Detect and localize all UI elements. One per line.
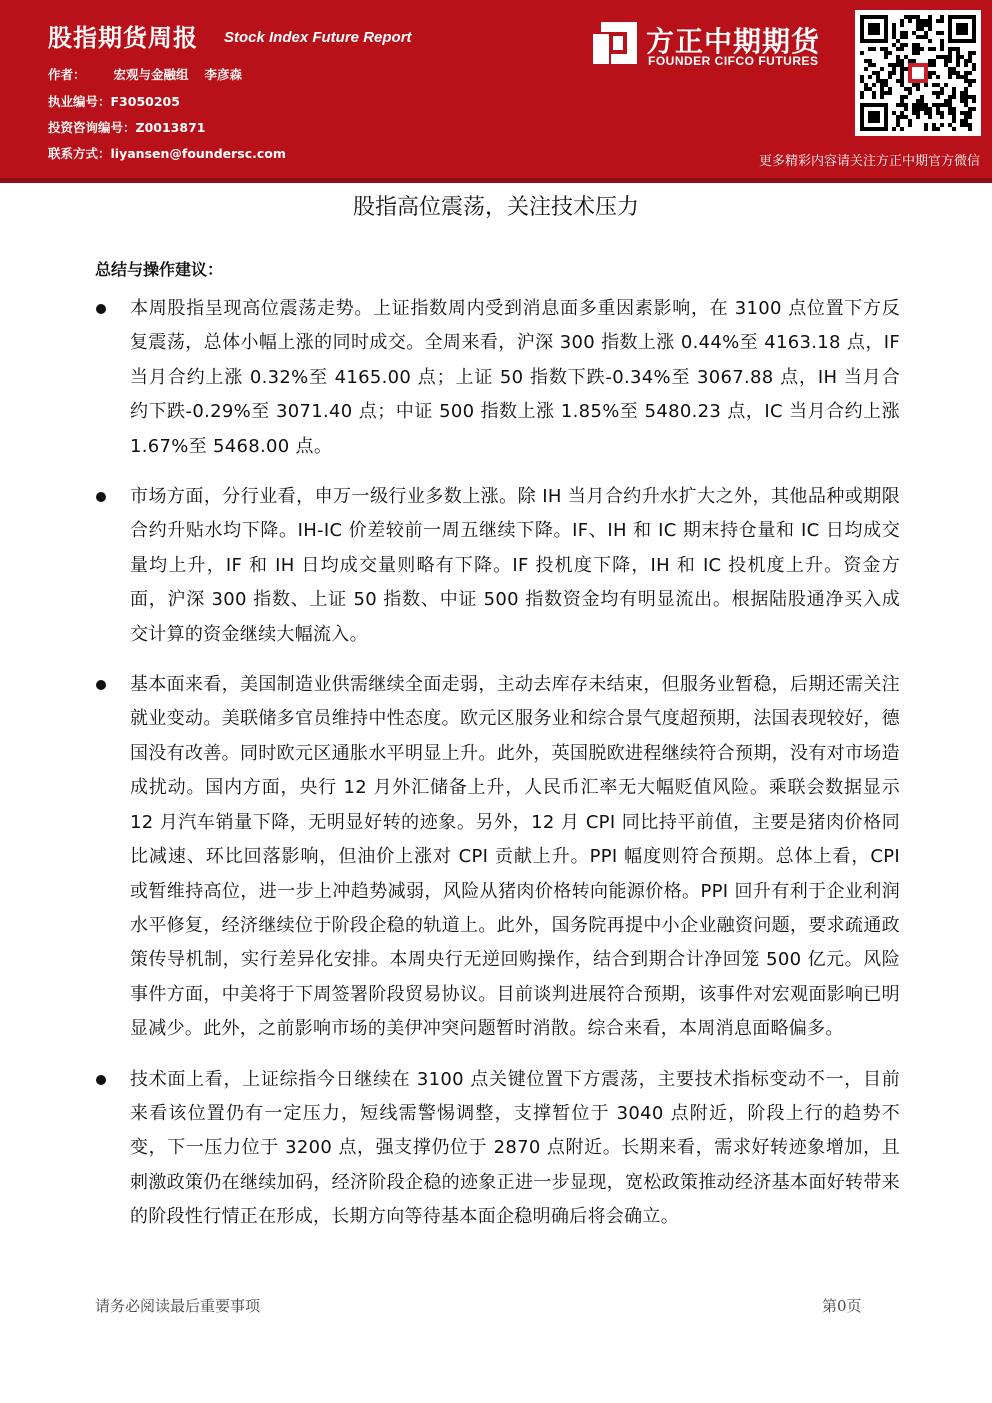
bullet-text: 技术面上看，上证综指今日继续在 3100 点关键位置下方震荡，主要技术指标变动不一，目前来看该位置仍有一定压力，短线需警惕调整，支撑暂位于 3040 点附近，阶段上行的趋势不变，下一压力位于 3200 点，强支撑仍位于 2870 点附近。长期来看，需求好转迹象增加，且刺激政策仍在继续加码，经济阶段企稳的迹象正进一步显现，宽松政策推动经济基本面好转带来的阶段性行情正在形成，长期方向等待基本面企稳明确后将会确立。 [130, 1068, 900, 1228]
contact-label: 联系方式： [48, 146, 111, 161]
report-title-en: Stock Index Future Report [224, 29, 412, 46]
license-label: 执业编号： [48, 94, 111, 109]
page-number: 第0页 [822, 1297, 862, 1315]
founder-logo-icon [591, 20, 639, 66]
consult-label: 投资咨询编号： [48, 120, 136, 135]
bullet-text: 基本面来看，美国制造业供需继续全面走弱，主动去库存未结束，但服务业暂稳，后期还需关注就业变动。美联储多官员维持中性态度。欧元区服务业和综合景气度超预期，法国表现较好，德国没有改善。同时欧元区通胀水平明显上升。此外，英国脱欧进程继续符合预期，没有对市场造成扰动。国内方面，央行 12 月外汇储备上升，人民币汇率无大幅贬值风险。乘联会数据显示 12 月汽车销量下降，无明显好转的迹象。另外，12 月 CPI 同比持平前值，主要是猪肉价格同比减速、环比回落影响，但油价上涨对 CPI 贡献上升。PPI 幅度则符合预期。总体上看，CPI 或暂维持高位，进一步上冲趋势减弱，风险从猪肉价格转向能源价格。PPI 回升有利于企业利润水平修复，经济继续位于阶段企稳的轨道上。此外，国务院再提中小企业融资问题，要求疏通政策传导机制，实行差异化安排。本周央行无逆回购操作，结合到期合计净回笼 500 亿元。风险事件方面，中美将于下周签署阶段贸易协议。目前谈判进展符合预期，该事件对宏观面影响已明显减少。此外，之前影响市场的美伊冲突问题暂时消散。综合来看，本周消息面略偏多。 [130, 674, 900, 1040]
bullet-dot-icon [96, 1075, 106, 1085]
header-divider [0, 178, 992, 183]
license-line [48, 92, 180, 110]
bullet-item [90, 480, 910, 652]
bullet-list [90, 292, 910, 1251]
bullet-item [90, 1063, 910, 1235]
contact-line [48, 144, 286, 162]
logo-text-en: FOUNDER CIFCO FUTURES [648, 54, 819, 68]
author-dept: 宏观与金融组 [113, 67, 189, 82]
document-title: 股指高位震荡，关注技术压力 [352, 195, 639, 220]
author-label: 作者： [48, 67, 86, 82]
logo-text-cn: 方正中期期货 [646, 25, 821, 58]
report-title-cn: 股指期货周报 [48, 24, 198, 52]
bullet-text: 本周股指呈现高位震荡走势。上证指数周内受到消息面多重因素影响，在 3100 点位置下方反复震荡，总体小幅上涨的同时成交。全周来看，沪深 300 指数上涨 0.44%至 4163.18 点，IF 当月合约上涨 0.32%至 4165.00 点；上证 50 指数下跌-0.34%至 3067.88 点，IH 当月合约下跌-0.29%至 3071.40 点；中证 500 指数上涨 1.85%至 5480.23 点，IC 当月合约上涨 1.67%至 5468.00 点。 [130, 298, 900, 457]
bullet-dot-icon [96, 680, 106, 690]
report-header [0, 0, 992, 178]
contact-value: liyansen@foundersc.com [110, 146, 286, 161]
bullet-dot-icon [96, 304, 106, 314]
section-heading: 总结与操作建议： [95, 260, 224, 279]
license-value: F3050205 [110, 94, 180, 109]
consult-line [48, 118, 205, 136]
wechat-qr-code [855, 10, 981, 136]
wechat-note: 更多精彩内容请关注方正中期官方微信 [758, 154, 980, 169]
bullet-dot-icon [96, 492, 106, 502]
consult-value: Z0013871 [135, 120, 206, 135]
footer-notice: 请务必阅读最后重要事项 [95, 1297, 261, 1315]
bullet-item [90, 668, 910, 1046]
bullet-item [90, 292, 910, 464]
company-logo [591, 20, 841, 70]
author-name: 李彦森 [204, 67, 243, 82]
author-line [48, 65, 242, 83]
bullet-text: 市场方面，分行业看，申万一级行业多数上涨。除 IH 当月合约升水扩大之外，其他品种或期限合约升贴水均下降。IH-IC 价差较前一周五继续下降。IF、IH 和 IC 期末持仓量和 IC 日均成交量均上升，IF 和 IH 日均成交量则略有下降。IF 投机度下降，IH 和 IC 投机度上升。资金方面，沪深 300 指数、上证 50 指数、中证 500 指数资金均有明显流出。根据陆股通净买入成交计算的资金继续大幅流入。 [130, 486, 900, 645]
qr-code-icon [855, 10, 981, 136]
